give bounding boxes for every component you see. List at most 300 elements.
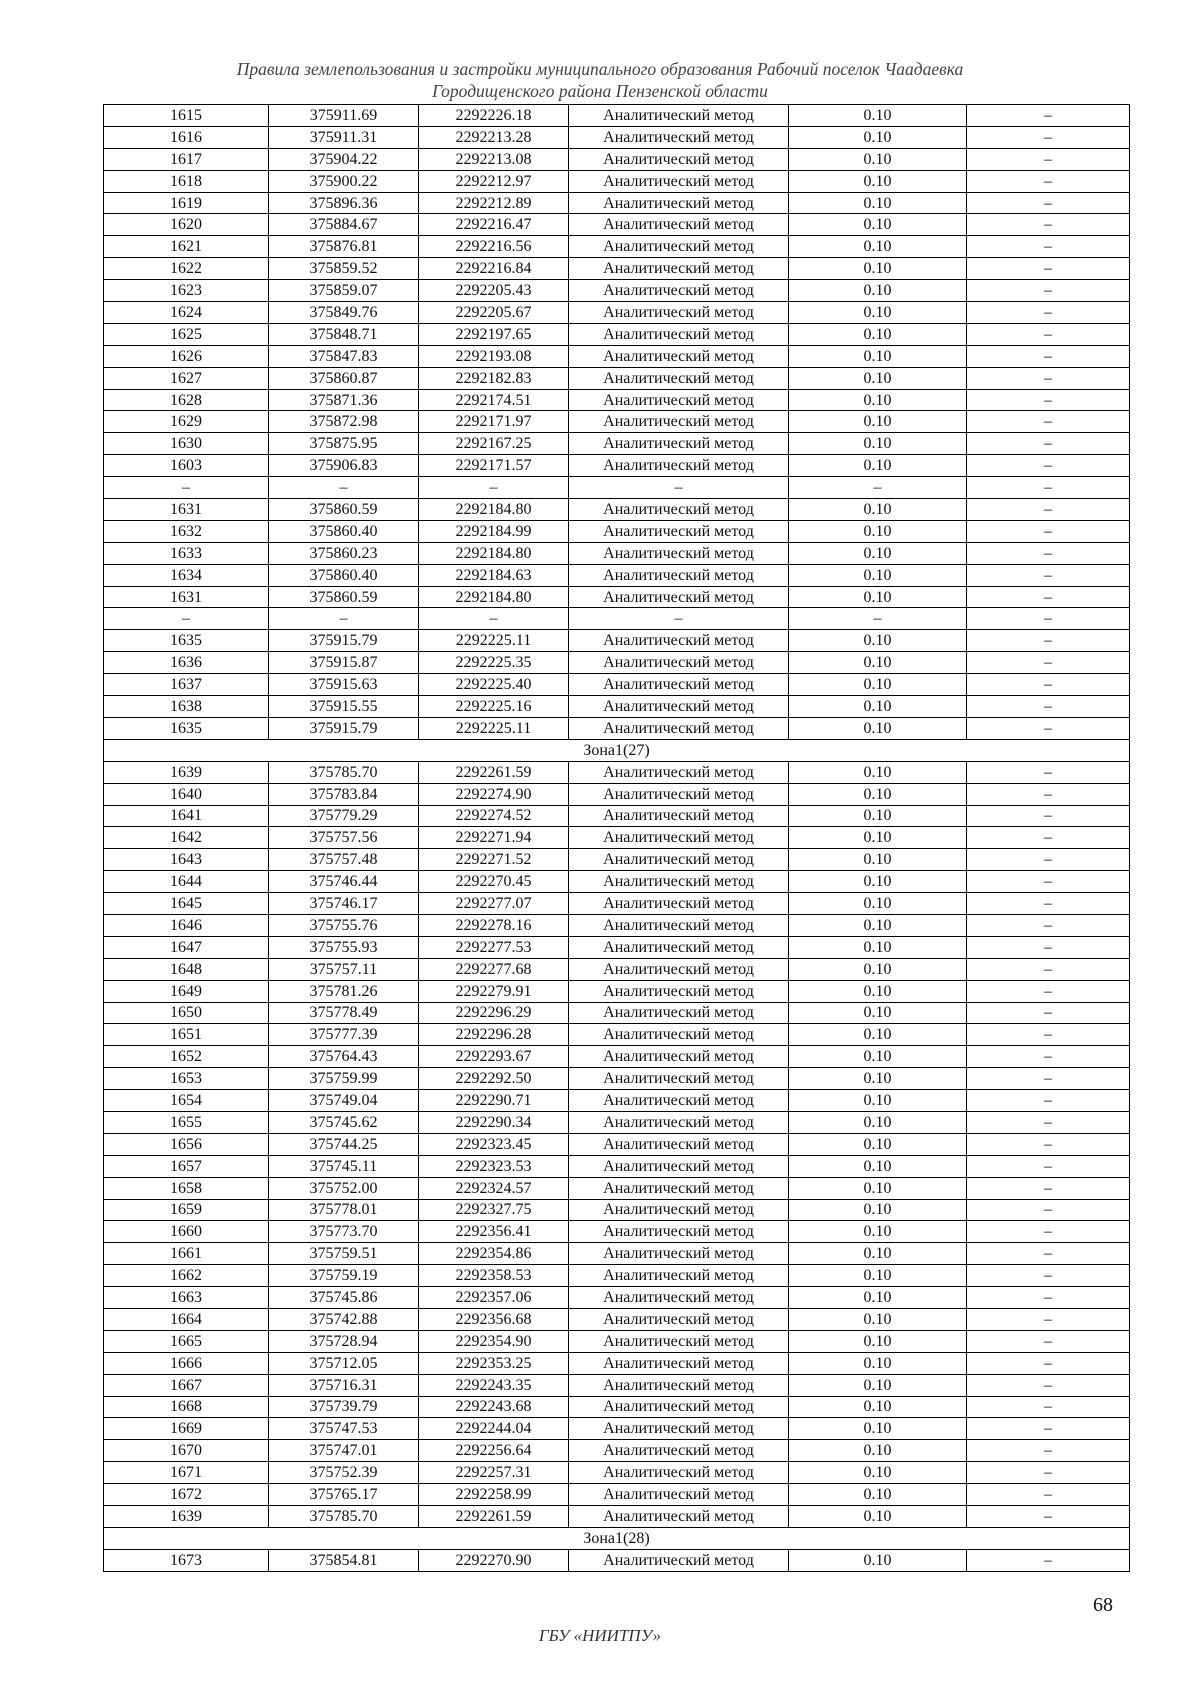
description-cell: – — [967, 827, 1130, 849]
method-cell: Аналитический метод — [569, 652, 789, 674]
method-cell: Аналитический метод — [569, 1265, 789, 1287]
point-number-cell: 1660 — [104, 1221, 269, 1243]
x-coordinate-cell: 375860.23 — [269, 542, 419, 564]
x-coordinate-cell: 375716.31 — [269, 1374, 419, 1396]
x-coordinate-cell: 375860.87 — [269, 367, 419, 389]
y-coordinate-cell: 2292184.63 — [419, 564, 569, 586]
x-coordinate-cell: 375777.39 — [269, 1024, 419, 1046]
table-row — [104, 1265, 1130, 1287]
point-number-cell: 1659 — [104, 1199, 269, 1221]
y-coordinate-cell: 2292213.08 — [419, 148, 569, 170]
zone-label: Зона1(28) — [104, 1527, 1130, 1549]
point-number-cell: 1636 — [104, 652, 269, 674]
x-coordinate-cell: 375785.70 — [269, 1506, 419, 1528]
table-row — [104, 1330, 1130, 1352]
y-coordinate-cell: 2292244.04 — [419, 1418, 569, 1440]
method-cell: Аналитический метод — [569, 761, 789, 783]
x-coordinate-cell: 375871.36 — [269, 389, 419, 411]
y-coordinate-cell: 2292171.97 — [419, 411, 569, 433]
accuracy-cell: 0.10 — [789, 958, 967, 980]
method-cell: Аналитический метод — [569, 893, 789, 915]
description-cell: – — [967, 433, 1130, 455]
table-row — [104, 389, 1130, 411]
point-number-cell: 1622 — [104, 258, 269, 280]
x-coordinate-cell: 375915.79 — [269, 630, 419, 652]
y-coordinate-cell: 2292356.41 — [419, 1221, 569, 1243]
y-coordinate-cell: 2292174.51 — [419, 389, 569, 411]
point-number-cell: 1639 — [104, 761, 269, 783]
accuracy-cell: 0.10 — [789, 849, 967, 871]
table-row — [104, 1418, 1130, 1440]
accuracy-cell: 0.10 — [789, 1440, 967, 1462]
x-coordinate-cell: 375759.99 — [269, 1068, 419, 1090]
accuracy-cell: 0.10 — [789, 367, 967, 389]
accuracy-cell: 0.10 — [789, 914, 967, 936]
accuracy-cell: 0.10 — [789, 280, 967, 302]
table-row — [104, 1352, 1130, 1374]
x-coordinate-cell: 375745.62 — [269, 1111, 419, 1133]
accuracy-cell: 0.10 — [789, 674, 967, 696]
description-cell: – — [967, 520, 1130, 542]
accuracy-cell: 0.10 — [789, 1396, 967, 1418]
y-coordinate-cell: 2292356.68 — [419, 1308, 569, 1330]
point-number-cell: 1650 — [104, 1002, 269, 1024]
method-cell: Аналитический метод — [569, 126, 789, 148]
accuracy-cell: 0.10 — [789, 1265, 967, 1287]
table-row — [104, 1462, 1130, 1484]
method-cell: Аналитический метод — [569, 1155, 789, 1177]
x-coordinate-cell: 375739.79 — [269, 1396, 419, 1418]
accuracy-cell: 0.10 — [789, 258, 967, 280]
y-coordinate-cell: 2292293.67 — [419, 1046, 569, 1068]
description-cell: – — [967, 608, 1130, 630]
x-coordinate-cell: 375765.17 — [269, 1484, 419, 1506]
x-coordinate-cell: 375860.40 — [269, 520, 419, 542]
y-coordinate-cell: 2292213.28 — [419, 126, 569, 148]
table-row — [104, 170, 1130, 192]
y-coordinate-cell: 2292216.56 — [419, 236, 569, 258]
accuracy-cell: 0.10 — [789, 1352, 967, 1374]
method-cell: Аналитический метод — [569, 236, 789, 258]
point-number-cell: 1603 — [104, 455, 269, 477]
table-row — [104, 936, 1130, 958]
accuracy-cell: 0.10 — [789, 389, 967, 411]
table-row — [104, 674, 1130, 696]
accuracy-cell: 0.10 — [789, 827, 967, 849]
description-cell: – — [967, 1111, 1130, 1133]
description-cell: – — [967, 280, 1130, 302]
table-row — [104, 1068, 1130, 1090]
point-number-cell: 1656 — [104, 1133, 269, 1155]
description-cell: – — [967, 1287, 1130, 1309]
method-cell: Аналитический метод — [569, 1221, 789, 1243]
method-cell: Аналитический метод — [569, 455, 789, 477]
point-number-cell: 1671 — [104, 1462, 269, 1484]
description-cell: – — [967, 455, 1130, 477]
accuracy-cell: 0.10 — [789, 345, 967, 367]
description-cell: – — [967, 389, 1130, 411]
point-number-cell: 1626 — [104, 345, 269, 367]
x-coordinate-cell: 375745.86 — [269, 1287, 419, 1309]
accuracy-cell: 0.10 — [789, 936, 967, 958]
table-row — [104, 433, 1130, 455]
x-coordinate-cell: 375773.70 — [269, 1221, 419, 1243]
table-row — [104, 367, 1130, 389]
description-cell: – — [967, 1024, 1130, 1046]
table-row — [104, 893, 1130, 915]
x-coordinate-cell: 375778.49 — [269, 1002, 419, 1024]
description-cell: – — [967, 717, 1130, 739]
table-row — [104, 258, 1130, 280]
description-cell: – — [967, 258, 1130, 280]
y-coordinate-cell: 2292270.45 — [419, 871, 569, 893]
point-number-cell: – — [104, 477, 269, 499]
accuracy-cell: 0.10 — [789, 652, 967, 674]
description-cell: – — [967, 1177, 1130, 1199]
description-cell: – — [967, 170, 1130, 192]
table-row — [104, 980, 1130, 1002]
accuracy-cell: 0.10 — [789, 105, 967, 127]
accuracy-cell: 0.10 — [789, 1506, 967, 1528]
table-row — [104, 148, 1130, 170]
y-coordinate-cell: 2292171.57 — [419, 455, 569, 477]
method-cell: – — [569, 477, 789, 499]
y-coordinate-cell: 2292290.71 — [419, 1090, 569, 1112]
method-cell: Аналитический метод — [569, 1002, 789, 1024]
y-coordinate-cell: 2292167.25 — [419, 433, 569, 455]
table-row — [104, 1090, 1130, 1112]
point-number-cell: 1668 — [104, 1396, 269, 1418]
x-coordinate-cell: 375744.25 — [269, 1133, 419, 1155]
accuracy-cell: 0.10 — [789, 433, 967, 455]
description-cell: – — [967, 542, 1130, 564]
method-cell: Аналитический метод — [569, 345, 789, 367]
header-line-1: Правила землепользования и застройки муниципального образования Рабочий поселок Чаадаевка — [236, 59, 964, 79]
y-coordinate-cell: 2292184.80 — [419, 586, 569, 608]
point-number-cell: 1646 — [104, 914, 269, 936]
point-number-cell: 1642 — [104, 827, 269, 849]
point-number-cell: 1637 — [104, 674, 269, 696]
method-cell: Аналитический метод — [569, 192, 789, 214]
y-coordinate-cell: 2292323.45 — [419, 1133, 569, 1155]
table-row — [104, 302, 1130, 324]
description-cell: – — [967, 1462, 1130, 1484]
method-cell: Аналитический метод — [569, 980, 789, 1002]
header-line-2: Городищенского района Пензенской области — [432, 81, 768, 101]
x-coordinate-cell: 375779.29 — [269, 805, 419, 827]
method-cell: Аналитический метод — [569, 389, 789, 411]
point-number-cell: – — [104, 608, 269, 630]
accuracy-cell: 0.10 — [789, 980, 967, 1002]
accuracy-cell: 0.10 — [789, 783, 967, 805]
x-coordinate-cell: 375781.26 — [269, 980, 419, 1002]
y-coordinate-cell: 2292274.52 — [419, 805, 569, 827]
y-coordinate-cell: – — [419, 608, 569, 630]
point-number-cell: 1621 — [104, 236, 269, 258]
description-cell: – — [967, 1418, 1130, 1440]
accuracy-cell: 0.10 — [789, 1418, 967, 1440]
accuracy-cell: 0.10 — [789, 1090, 967, 1112]
description-cell: – — [967, 105, 1130, 127]
y-coordinate-cell: 2292354.90 — [419, 1330, 569, 1352]
description-cell: – — [967, 148, 1130, 170]
point-number-cell: 1665 — [104, 1330, 269, 1352]
table-row — [104, 849, 1130, 871]
accuracy-cell: 0.10 — [789, 302, 967, 324]
x-coordinate-cell: 375778.01 — [269, 1199, 419, 1221]
accuracy-cell: 0.10 — [789, 126, 967, 148]
x-coordinate-cell: 375745.11 — [269, 1155, 419, 1177]
accuracy-cell: 0.10 — [789, 696, 967, 718]
zone-label: Зона1(27) — [104, 739, 1130, 761]
table-row — [104, 411, 1130, 433]
method-cell: Аналитический метод — [569, 1287, 789, 1309]
table-row — [104, 1133, 1130, 1155]
description-cell: – — [967, 980, 1130, 1002]
point-number-cell: 1633 — [104, 542, 269, 564]
y-coordinate-cell: 2292184.80 — [419, 542, 569, 564]
description-cell: – — [967, 411, 1130, 433]
accuracy-cell: – — [789, 608, 967, 630]
table-row — [104, 520, 1130, 542]
method-cell: Аналитический метод — [569, 214, 789, 236]
point-number-cell: 1617 — [104, 148, 269, 170]
point-number-cell: 1666 — [104, 1352, 269, 1374]
accuracy-cell: 0.10 — [789, 455, 967, 477]
point-number-cell: 1623 — [104, 280, 269, 302]
point-number-cell: 1643 — [104, 849, 269, 871]
method-cell: Аналитический метод — [569, 148, 789, 170]
description-cell: – — [967, 1506, 1130, 1528]
point-number-cell: 1644 — [104, 871, 269, 893]
y-coordinate-cell: – — [419, 477, 569, 499]
y-coordinate-cell: 2292261.59 — [419, 761, 569, 783]
method-cell: Аналитический метод — [569, 630, 789, 652]
point-number-cell: 1657 — [104, 1155, 269, 1177]
y-coordinate-cell: 2292292.50 — [419, 1068, 569, 1090]
description-cell: – — [967, 849, 1130, 871]
y-coordinate-cell: 2292216.47 — [419, 214, 569, 236]
y-coordinate-cell: 2292358.53 — [419, 1265, 569, 1287]
description-cell: – — [967, 1068, 1130, 1090]
description-cell: – — [967, 1046, 1130, 1068]
x-coordinate-cell: 375872.98 — [269, 411, 419, 433]
point-number-cell: 1618 — [104, 170, 269, 192]
point-number-cell: 1667 — [104, 1374, 269, 1396]
table-row — [104, 1287, 1130, 1309]
description-cell: – — [967, 914, 1130, 936]
method-cell: Аналитический метод — [569, 717, 789, 739]
method-cell: Аналитический метод — [569, 936, 789, 958]
point-number-cell: 1648 — [104, 958, 269, 980]
x-coordinate-cell: 375859.07 — [269, 280, 419, 302]
table-row — [104, 805, 1130, 827]
x-coordinate-cell: 375755.76 — [269, 914, 419, 936]
point-number-cell: 1627 — [104, 367, 269, 389]
coordinates-table — [103, 104, 1130, 1572]
y-coordinate-cell: 2292212.97 — [419, 170, 569, 192]
x-coordinate-cell: 375742.88 — [269, 1308, 419, 1330]
x-coordinate-cell: 375915.63 — [269, 674, 419, 696]
description-cell: – — [967, 674, 1130, 696]
method-cell: Аналитический метод — [569, 170, 789, 192]
x-coordinate-cell: 375752.00 — [269, 1177, 419, 1199]
description-cell: – — [967, 893, 1130, 915]
accuracy-cell: 0.10 — [789, 148, 967, 170]
y-coordinate-cell: 2292225.16 — [419, 696, 569, 718]
table-row — [104, 1308, 1130, 1330]
point-number-cell: 1641 — [104, 805, 269, 827]
description-cell: – — [967, 1484, 1130, 1506]
accuracy-cell: 0.10 — [789, 871, 967, 893]
x-coordinate-cell: 375755.93 — [269, 936, 419, 958]
accuracy-cell: 0.10 — [789, 1484, 967, 1506]
table-row — [104, 1221, 1130, 1243]
description-cell: – — [967, 236, 1130, 258]
method-cell: Аналитический метод — [569, 433, 789, 455]
page-number: 68 — [1093, 1594, 1113, 1616]
point-number-cell: 1664 — [104, 1308, 269, 1330]
x-coordinate-cell: 375884.67 — [269, 214, 419, 236]
zone-header-row — [104, 739, 1130, 761]
point-number-cell: 1615 — [104, 105, 269, 127]
point-number-cell: 1645 — [104, 893, 269, 915]
method-cell: Аналитический метод — [569, 827, 789, 849]
accuracy-cell: – — [789, 477, 967, 499]
method-cell: Аналитический метод — [569, 1243, 789, 1265]
description-cell: – — [967, 477, 1130, 499]
x-coordinate-cell: 375759.19 — [269, 1265, 419, 1287]
table-row — [104, 214, 1130, 236]
method-cell: Аналитический метод — [569, 564, 789, 586]
point-number-cell: 1616 — [104, 126, 269, 148]
point-number-cell: 1649 — [104, 980, 269, 1002]
table-row — [104, 1046, 1130, 1068]
method-cell: Аналитический метод — [569, 1046, 789, 1068]
y-coordinate-cell: 2292216.84 — [419, 258, 569, 280]
x-coordinate-cell: 375860.59 — [269, 499, 419, 521]
accuracy-cell: 0.10 — [789, 1111, 967, 1133]
accuracy-cell: 0.10 — [789, 1549, 967, 1571]
x-coordinate-cell: 375896.36 — [269, 192, 419, 214]
method-cell: Аналитический метод — [569, 1418, 789, 1440]
description-cell: – — [967, 214, 1130, 236]
table-row — [104, 1506, 1130, 1528]
y-coordinate-cell: 2292243.35 — [419, 1374, 569, 1396]
method-cell: Аналитический метод — [569, 367, 789, 389]
description-cell: – — [967, 499, 1130, 521]
y-coordinate-cell: 2292279.91 — [419, 980, 569, 1002]
table-row — [104, 1177, 1130, 1199]
y-coordinate-cell: 2292256.64 — [419, 1440, 569, 1462]
description-cell: – — [967, 564, 1130, 586]
method-cell: Аналитический метод — [569, 1177, 789, 1199]
y-coordinate-cell: 2292261.59 — [419, 1506, 569, 1528]
table-row — [104, 1111, 1130, 1133]
point-number-cell: 1673 — [104, 1549, 269, 1571]
method-cell: Аналитический метод — [569, 958, 789, 980]
x-coordinate-cell: 375747.53 — [269, 1418, 419, 1440]
y-coordinate-cell: 2292277.07 — [419, 893, 569, 915]
description-cell: – — [967, 958, 1130, 980]
x-coordinate-cell: 375752.39 — [269, 1462, 419, 1484]
method-cell: Аналитический метод — [569, 411, 789, 433]
x-coordinate-cell: 375757.56 — [269, 827, 419, 849]
description-cell: – — [967, 1155, 1130, 1177]
x-coordinate-cell: 375911.31 — [269, 126, 419, 148]
accuracy-cell: 0.10 — [789, 1243, 967, 1265]
description-cell: – — [967, 1090, 1130, 1112]
accuracy-cell: 0.10 — [789, 1002, 967, 1024]
accuracy-cell: 0.10 — [789, 170, 967, 192]
point-number-cell: 1628 — [104, 389, 269, 411]
point-number-cell: 1635 — [104, 717, 269, 739]
method-cell: Аналитический метод — [569, 805, 789, 827]
y-coordinate-cell: 2292323.53 — [419, 1155, 569, 1177]
table-row — [104, 871, 1130, 893]
table-row — [104, 323, 1130, 345]
y-coordinate-cell: 2292193.08 — [419, 345, 569, 367]
y-coordinate-cell: 2292296.29 — [419, 1002, 569, 1024]
description-cell: – — [967, 652, 1130, 674]
point-number-cell: 1630 — [104, 433, 269, 455]
description-cell: – — [967, 1243, 1130, 1265]
y-coordinate-cell: 2292225.11 — [419, 630, 569, 652]
method-cell: Аналитический метод — [569, 1024, 789, 1046]
x-coordinate-cell: 375904.22 — [269, 148, 419, 170]
x-coordinate-cell: 375900.22 — [269, 170, 419, 192]
description-cell: – — [967, 302, 1130, 324]
accuracy-cell: 0.10 — [789, 214, 967, 236]
accuracy-cell: 0.10 — [789, 630, 967, 652]
description-cell: – — [967, 367, 1130, 389]
accuracy-cell: 0.10 — [789, 1221, 967, 1243]
x-coordinate-cell: 375848.71 — [269, 323, 419, 345]
description-cell: – — [967, 586, 1130, 608]
description-cell: – — [967, 1352, 1130, 1374]
description-cell: – — [967, 1221, 1130, 1243]
running-header — [0, 58, 1200, 102]
table-row — [104, 1440, 1130, 1462]
accuracy-cell: 0.10 — [789, 1024, 967, 1046]
method-cell: Аналитический метод — [569, 914, 789, 936]
description-cell: – — [967, 126, 1130, 148]
x-coordinate-cell: 375860.59 — [269, 586, 419, 608]
table-row — [104, 455, 1130, 477]
point-number-cell: 1619 — [104, 192, 269, 214]
description-cell: – — [967, 805, 1130, 827]
table-row — [104, 1199, 1130, 1221]
description-cell: – — [967, 630, 1130, 652]
point-number-cell: 1651 — [104, 1024, 269, 1046]
table-row — [104, 477, 1130, 499]
method-cell: Аналитический метод — [569, 1090, 789, 1112]
accuracy-cell: 0.10 — [789, 893, 967, 915]
method-cell: Аналитический метод — [569, 258, 789, 280]
table-row — [104, 1024, 1130, 1046]
accuracy-cell: 0.10 — [789, 1330, 967, 1352]
x-coordinate-cell: – — [269, 608, 419, 630]
table-row — [104, 761, 1130, 783]
method-cell: Аналитический метод — [569, 1199, 789, 1221]
accuracy-cell: 0.10 — [789, 805, 967, 827]
x-coordinate-cell: 375876.81 — [269, 236, 419, 258]
x-coordinate-cell: 375915.79 — [269, 717, 419, 739]
y-coordinate-cell: 2292271.94 — [419, 827, 569, 849]
accuracy-cell: 0.10 — [789, 520, 967, 542]
accuracy-cell: 0.10 — [789, 1462, 967, 1484]
y-coordinate-cell: 2292271.52 — [419, 849, 569, 871]
